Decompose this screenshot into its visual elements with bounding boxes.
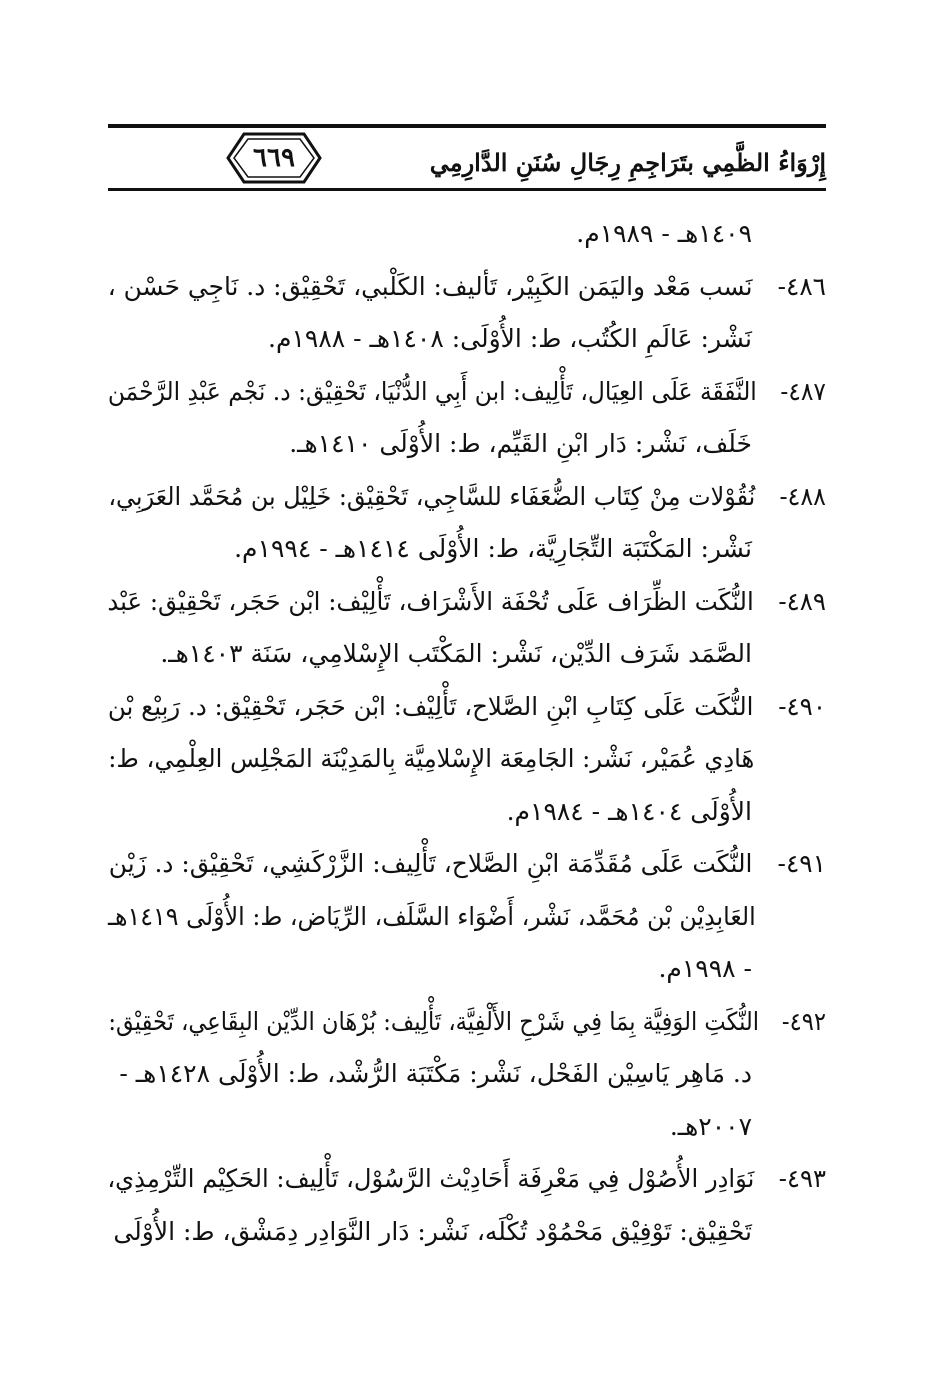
entry-number: ٤٩١- (777, 849, 826, 878)
entry-text: خَلَف، نَشْر: دَار ابْنِ القَيِّم، ط: الأُوْلَى ١٤١٠هـ. (289, 429, 752, 458)
entry-number: ٤٩٢- (781, 1006, 826, 1036)
entry-first-line (108, 838, 826, 891)
entry-continuation-line (108, 523, 826, 576)
entry-first-line (107, 1153, 826, 1206)
entry-number: ٤٨٩- (778, 586, 826, 616)
header-rule-top (108, 124, 826, 128)
entry-text: تَحْقِيْق: تَوْفِيْق مَحْمُوْد تُكْلَه، نَشْر: دَار النَّوَادِر دِمَشْق، ط: الأُوْلَى (113, 1216, 752, 1246)
entry-number: ٤٩٠- (778, 691, 826, 721)
entry-text: نَسب مَعْد واليَمَن الكَبِيْر، تَأليف: الكَلْبي، تَحْقِيْق: د. نَاجِي حَسْن ، (107, 271, 753, 301)
entry-text: هَادِي عُمَيْر، نَشْر: الجَامِعَة الإِسْلامِيَّة بِالمَدِيْنَة المَجْلِس العِلْمِي، ط: (108, 744, 755, 773)
entry-continuation-line (108, 418, 826, 471)
entry-continuation-line (108, 891, 826, 944)
entry-text: النَّفَقَة عَلَى العِيَال، تَأْلِيف: ابن أَبِي الدُّنْيَا، تَحْقِيْق: د. نَجْم عَبْدِ الرَّحْمَن (107, 376, 757, 406)
bibliography-list (108, 208, 826, 1258)
entry-first-line (107, 681, 826, 734)
entry-continuation-line (108, 208, 826, 261)
entry-first-line (107, 576, 826, 629)
entry-text: النُّكَتِ الوَفِيَّة بِمَا فِي شَرْحِ الأَلْفِيَّة، تَأْلِيف: بُرْهَان الدِّيْن البِقَاعِي، تَحْقِيْق: (108, 1006, 760, 1036)
entry-number: ٤٨٦- (777, 271, 826, 301)
entry-continuation-line (108, 628, 826, 681)
page-number: ٦٦٩ (253, 143, 295, 173)
entry-first-line (108, 471, 826, 524)
entry-continuation-line (108, 786, 826, 839)
entry-first-line (108, 996, 826, 1049)
running-title: إِرْوَاءُ الظَّمِي بتَرَاجِمِ رِجَالِ سُنَنِ الدَّارِمِي (429, 148, 826, 177)
entry-number: ٤٩٣- (778, 1164, 826, 1193)
entry-text: ٢٠٠٧هـ. (669, 1111, 752, 1141)
page-header (108, 118, 826, 188)
entry-continuation-line (108, 733, 826, 786)
entry-text: نَوَادِر الأُصُوْل فِي مَعْرِفَة أَحَادِيْث الرَّسُوْل، تَأْلِيف: الحَكِيْم التِّرْمِذِي، (107, 1164, 755, 1193)
entry-text: نَشْر: عَالَمِ الكُتُب، ط: الأُوْلَى: ١٤٠٨هـ - ١٩٨٨م. (268, 324, 752, 353)
entry-continuation-line (108, 1048, 826, 1101)
page-number-badge (226, 132, 322, 184)
entry-first-line (107, 261, 826, 314)
entry-number: ٤٨٨- (779, 481, 826, 511)
entry-text: النُّكَت عَلَى مُقَدِّمَة ابْنِ الصَّلاح، تَأْلِيف: الزَّرْكَشِي، تَحْقِيْق: د. زَيْن (108, 849, 753, 878)
entry-continuation-line (108, 1206, 826, 1259)
entry-text: نَشْر: المَكْتَبَة التِّجَارِيَّة، ط: الأُوْلَى ١٤١٤هـ - ١٩٩٤م. (234, 534, 752, 563)
entry-text: د. مَاهِر يَاسِيْن الفَحْل، نَشْر: مَكْتَبَة الرُّشْد، ط: الأُوْلَى ١٤٢٨هـ - (119, 1059, 752, 1088)
entry-continuation-line (108, 313, 826, 366)
entry-text: النُّكَت الظِّرَاف عَلَى تُحْفَة الأَشْرَاف، تَأْلِيْف: ابْن حَجَر، تَحْقِيْق: عَبْد (107, 586, 754, 616)
entry-continuation-line (108, 1101, 826, 1154)
entry-text: الصَّمَد شَرَف الدِّيْن، نَشْر: المَكْتَب الإِسْلامِي، سَنَة ١٤٠٣هـ. (160, 639, 752, 668)
entry-text: العَابِدِيْن بْن مُحَمَّد، نَشْر، أَضْوَاء السَّلَف، الرِّيَاض، ط: الأُوْلَى ١٤١٩هـ (108, 901, 756, 931)
entry-first-line (107, 366, 826, 419)
entry-text: الأُوْلَى ١٤٠٤هـ - ١٩٨٤م. (506, 796, 752, 826)
entry-continuation-line (108, 943, 826, 996)
entry-text: نُقُوْلات مِنْ كِتَاب الضُّعَفَاء للسَّاجِي، تَحْقِيْق: خَلِيْل بن مُحَمَّد العَرَبِي، (108, 481, 756, 511)
header-rule-bottom (108, 188, 826, 191)
entry-text: - ١٩٩٨م. (658, 954, 752, 983)
entry-text: النُّكَت عَلَى كِتَابِ ابْنِ الصَّلاح، تَأْلِيْف: ابْن حَجَر، تَحْقِيْق: د. رَبِيْع بْن (107, 691, 754, 721)
entry-text: ١٤٠٩هـ - ١٩٨٩م. (576, 219, 752, 248)
entry-number: ٤٨٧- (780, 376, 826, 406)
